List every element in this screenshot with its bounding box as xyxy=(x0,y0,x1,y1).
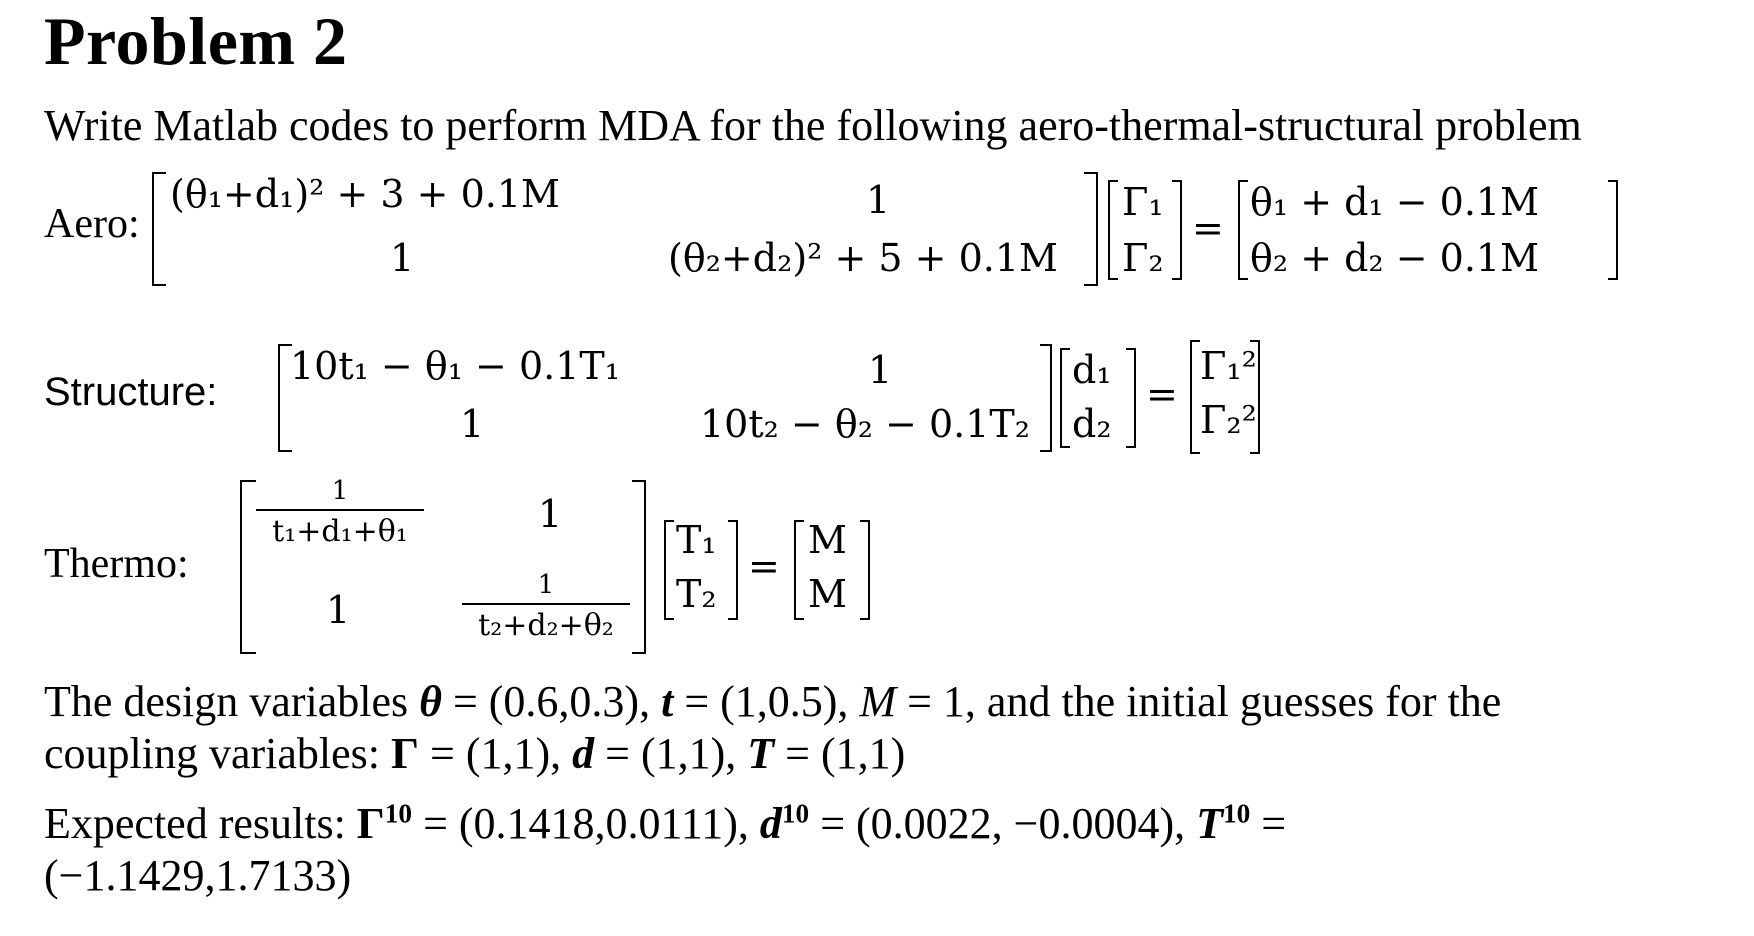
d10-superscript: 10 xyxy=(781,798,810,829)
structure-v1: d₁ xyxy=(1072,348,1112,392)
gamma10-value: = (0.1418,0.0111), xyxy=(412,799,760,848)
thermo-rhs-right-bracket xyxy=(860,520,870,620)
structure-m12: 1 xyxy=(868,348,893,392)
gamma10-superscript: 10 xyxy=(384,798,413,829)
structure-vector-right-bracket xyxy=(1126,348,1136,448)
structure-label: Structure: xyxy=(44,370,218,414)
structure-r1: Γ₁² xyxy=(1200,344,1257,388)
structure-r2: Γ₂² xyxy=(1200,398,1257,442)
expected-results-line-2: (−1.1429,1.7133) xyxy=(44,851,352,900)
thermo-m21: 1 xyxy=(326,588,351,632)
expected-pre: Expected results: xyxy=(44,799,357,848)
aero-equals: = xyxy=(1192,206,1224,250)
t-symbol: t xyxy=(661,677,674,726)
aero-vector-right-bracket xyxy=(1172,180,1182,280)
gamma10-symbol: Γ xyxy=(356,799,385,848)
T10-equals: = xyxy=(1250,799,1287,848)
aero-m11: (θ₁+d₁)² + 3 + 0.1M xyxy=(170,172,560,216)
thermo-m11-numerator: 1 xyxy=(331,476,349,506)
thermo-m11-fraction xyxy=(256,476,424,549)
theta-symbol: θ xyxy=(419,677,442,726)
aero-m22: (θ₂+d₂)² + 5 + 0.1M xyxy=(668,236,1058,280)
coupling-variables-line xyxy=(44,728,905,779)
structure-rhs-right-bracket xyxy=(1250,340,1260,454)
thermo-equals: = xyxy=(748,544,780,588)
design-variables-line xyxy=(44,676,1501,727)
design-pre: The design variables xyxy=(44,677,420,726)
thermo-label: Thermo: xyxy=(44,541,189,587)
structure-m21: 1 xyxy=(460,402,485,446)
intro-text: Write Matlab codes to perform MDA for the following aero-thermal-structural problem xyxy=(44,101,1582,150)
structure-v2: d₂ xyxy=(1072,402,1112,446)
thermo-m22-fraction-bar xyxy=(462,603,630,605)
T-value: = (1,1) xyxy=(774,729,906,778)
aero-vector-left-bracket xyxy=(1108,180,1118,280)
structure-equals: = xyxy=(1146,372,1178,416)
aero-label: Aero: xyxy=(44,201,140,247)
structure-m22: 10t₂ − θ₂ − 0.1T₂ xyxy=(700,402,1030,446)
d-symbol: d xyxy=(572,729,595,778)
T-symbol: T xyxy=(747,729,775,778)
theta-value: = (0.6,0.3), xyxy=(441,677,662,726)
d10-value: = (0.0022, −0.0004), xyxy=(809,799,1197,848)
d10-symbol: d xyxy=(759,799,782,848)
m-symbol: M xyxy=(859,677,897,726)
t-value: = (1,0.5), xyxy=(673,677,860,726)
aero-matrix-left-bracket xyxy=(152,172,166,286)
aero-rhs-right-bracket xyxy=(1608,180,1618,280)
thermo-r1: M xyxy=(808,518,847,562)
thermo-m11-denominator: t₁+d₁+θ₁ xyxy=(272,514,408,549)
aero-rhs-left-bracket xyxy=(1238,180,1248,280)
thermo-m11-fraction-bar xyxy=(256,509,424,511)
expected-results-line xyxy=(44,798,1286,849)
aero-v1: Γ₁ xyxy=(1122,180,1164,224)
aero-r1: θ₁ + d₁ − 0.1M xyxy=(1250,180,1540,224)
aero-m21: 1 xyxy=(390,236,415,280)
thermo-matrix-right-bracket xyxy=(632,480,646,654)
d-value: = (1,1), xyxy=(594,729,748,778)
coupling-pre: coupling variables: xyxy=(44,729,392,778)
thermo-v2: T₂ xyxy=(676,572,717,616)
structure-m11: 10t₁ − θ₁ − 0.1T₁ xyxy=(290,344,620,388)
problem-title: Problem 2 xyxy=(44,3,348,79)
thermo-rhs-left-bracket xyxy=(794,520,804,620)
thermo-vector-left-bracket xyxy=(664,520,674,620)
m-value: = 1, and the initial guesses for the xyxy=(896,677,1502,726)
thermo-m22-denominator: t₂+d₂+θ₂ xyxy=(478,608,614,643)
thermo-v1: T₁ xyxy=(676,518,717,562)
structure-rhs-left-bracket xyxy=(1190,340,1200,454)
thermo-r2: M xyxy=(808,572,847,616)
thermo-m12: 1 xyxy=(538,492,563,536)
T10-symbol: T xyxy=(1196,799,1224,848)
aero-r2: θ₂ + d₂ − 0.1M xyxy=(1250,236,1540,280)
gamma-symbol: Γ xyxy=(391,729,420,778)
thermo-m22-fraction xyxy=(462,570,630,643)
aero-m12: 1 xyxy=(866,178,891,222)
structure-vector-left-bracket xyxy=(1060,348,1070,448)
thermo-m22-numerator: 1 xyxy=(537,570,555,600)
gamma-value: = (1,1), xyxy=(419,729,573,778)
aero-matrix-right-bracket xyxy=(1084,172,1098,286)
T10-superscript: 10 xyxy=(1223,798,1251,829)
thermo-matrix-left-bracket xyxy=(240,480,256,654)
structure-matrix-right-bracket xyxy=(1040,344,1052,452)
aero-v2: Γ₂ xyxy=(1122,236,1164,280)
thermo-vector-right-bracket xyxy=(728,520,738,620)
